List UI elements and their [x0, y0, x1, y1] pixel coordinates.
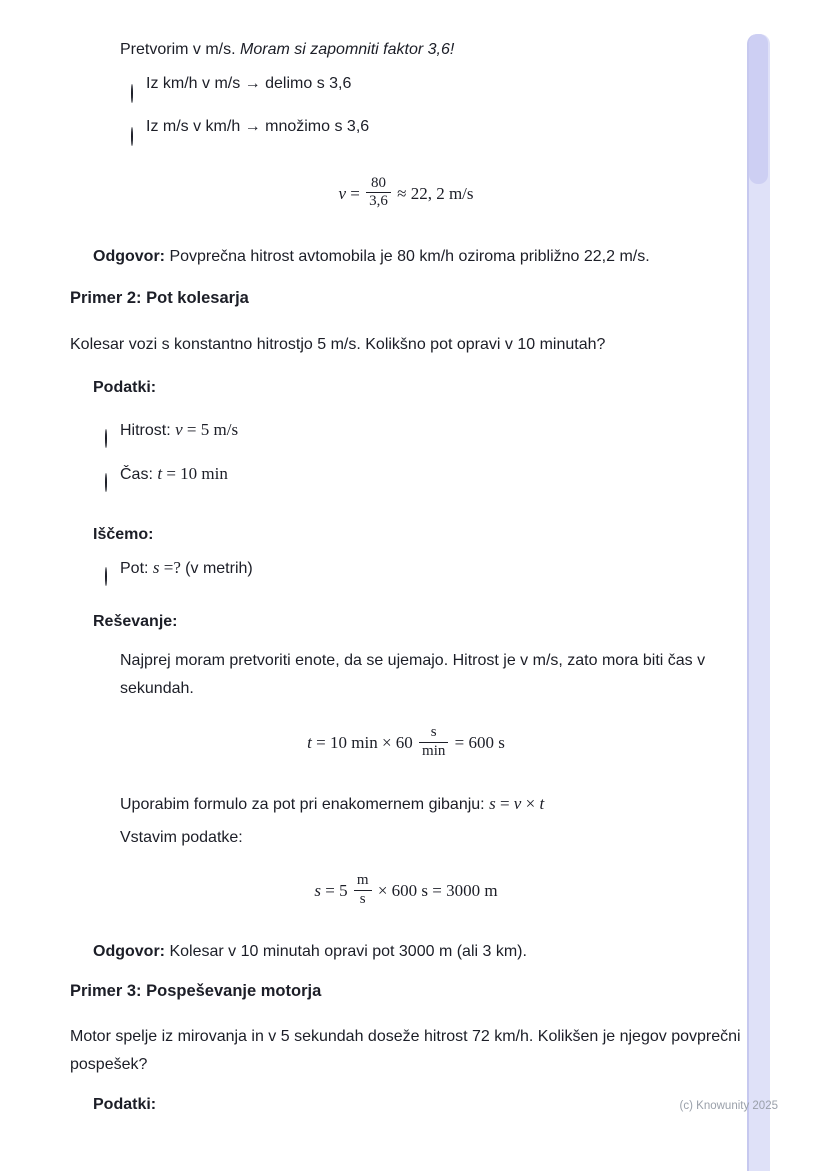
math-operator: ×: [521, 793, 540, 813]
bullet-marker: [78, 1091, 93, 1101]
list-item-pretvorim: [105, 36, 742, 64]
math-fraction: [366, 175, 391, 211]
bullet-marker: [105, 36, 120, 46]
list-item-podatki-3: [78, 1091, 742, 1119]
answer-text: Povprečna hitrost avtomobila je 80 km/h oziroma približno 22,2 m/s.: [165, 247, 650, 265]
math-text: = 5 m/s: [182, 419, 239, 439]
section-heading-primer-2: Primer 2: Pot kolesarja: [70, 289, 249, 308]
math-variable: t: [307, 733, 312, 753]
bullet-marker: [105, 553, 120, 591]
text-segment: Hitrost:: [120, 421, 176, 439]
fraction-denominator: s: [354, 890, 372, 909]
list-item-text: [93, 374, 742, 402]
paragraph-intro-3: Motor spelje iz mirovanja in v 5 sekundah doseže hitrost 72 km/h. Kolikšen je njegov povprečni pospešek?: [70, 1028, 741, 1073]
podatki-label: Podatki:: [93, 1096, 157, 1114]
list-item-text: Iz km/h v m/s → delimo s 3,6: [146, 74, 352, 92]
math-result: × 600 s = 3000 m: [373, 880, 498, 900]
scrollbar-thumb[interactable]: [749, 34, 768, 184]
list-item-step-3: [105, 824, 742, 852]
bullet-marker: [105, 415, 120, 453]
math-variable: v: [513, 793, 522, 813]
math-operator: = 5: [321, 880, 352, 900]
text-segment: Pretvorim v m/s.: [120, 41, 241, 58]
bullet-circle-icon: [105, 567, 107, 586]
bullet-marker: [131, 113, 146, 151]
list-item-step-2: [105, 789, 742, 819]
math-result: = 600 s: [450, 733, 505, 753]
list-item-text: Najprej moram pretvoriti enote, da se ujemajo. Hitrost je v m/s, zato mora biti čas v sekundah.: [120, 652, 706, 697]
resevanje-label: Reševanje:: [93, 612, 178, 630]
list-item-iscemo: [78, 521, 742, 549]
fraction-numerator: s: [430, 724, 437, 741]
bullet-marker: [131, 70, 146, 108]
math-result: ≈ 22, 2 m/s: [392, 183, 474, 203]
answer-label: Odgovor:: [93, 247, 165, 265]
list-item-pot: [105, 553, 742, 591]
watermark: (c) Knowunity 2025: [679, 1100, 778, 1112]
list-item-answer-2: [78, 938, 742, 966]
list-item-text: [93, 521, 742, 549]
math-operator: = 10 min × 60: [311, 733, 418, 753]
list-item-hitrost: [105, 415, 742, 453]
math-variable: s: [152, 558, 160, 578]
italic-note: Moram si zapomniti faktor 3,6!: [240, 41, 455, 58]
bullet-marker: [78, 243, 93, 253]
bullet-circle-icon: [105, 473, 107, 492]
math-variable: s: [489, 793, 496, 813]
list-item-text: [93, 608, 742, 636]
podatki-label: Podatki:: [93, 379, 157, 397]
bullet-marker: [78, 521, 93, 531]
list-item-text: [120, 36, 742, 64]
bullet-marker: [78, 938, 93, 948]
list-item-answer-1: [78, 243, 742, 271]
bullet-circle-icon: [105, 429, 107, 448]
math-variable: s: [314, 880, 322, 900]
list-item-text: Vstavim podatke:: [120, 829, 243, 847]
formula-time-conversion: [70, 726, 742, 762]
math-operator: =: [346, 183, 365, 203]
list-item-resevanje: [78, 608, 742, 636]
math-fraction: [419, 724, 448, 760]
fraction-denominator: 3,6: [366, 192, 391, 211]
list-item-text: [120, 553, 742, 583]
list-item-text: [93, 1091, 742, 1119]
bullet-marker: [105, 459, 120, 497]
answer-text: Kolesar v 10 minutah opravi pot 3000 m (ali 3 km).: [165, 943, 527, 961]
text-segment: (v metrih): [185, 560, 253, 578]
bullet-circle-icon: [131, 84, 133, 103]
list-item-text: [93, 243, 742, 271]
list-item-cas: [105, 459, 742, 497]
iscemo-label: Iščemo:: [93, 525, 154, 543]
math-variable: v: [338, 183, 347, 203]
text-segment: Čas:: [120, 466, 158, 484]
bullet-marker: [78, 608, 93, 618]
fraction-denominator: min: [419, 742, 448, 761]
bullet-circle-icon: [131, 127, 133, 146]
document-content: [70, 36, 742, 1119]
list-item-text: [120, 415, 742, 445]
list-item-text: [120, 459, 742, 489]
list-item-text: [93, 938, 742, 966]
answer-label: Odgovor:: [93, 943, 165, 961]
bullet-marker: [105, 824, 120, 834]
fraction-numerator: 80: [370, 174, 386, 191]
fraction-numerator: m: [356, 871, 369, 888]
section-heading-primer-3: Primer 3: Pospeševanje motorja: [70, 981, 322, 1000]
paragraph-intro-2: Kolesar vozi s konstantno hitrostjo 5 m/s. Kolikšno pot opravi v 10 minutah?: [70, 335, 606, 353]
math-variable: t: [539, 793, 545, 813]
formula-velocity: [70, 174, 742, 213]
math-fraction: [354, 872, 372, 908]
list-item-step-1: [105, 647, 742, 702]
math-operator: =: [495, 793, 514, 813]
bullet-marker: [78, 374, 93, 384]
bullet-marker: [105, 647, 120, 657]
math-text: =?: [159, 558, 186, 578]
list-item-text: Iz m/s v km/h → množimo s 3,6: [146, 118, 370, 136]
list-item-kmh-to-ms: [131, 70, 742, 108]
scrollbar-track[interactable]: [747, 34, 770, 1171]
formula-distance: [70, 871, 742, 910]
list-item-podatki: [78, 374, 742, 402]
math-variable: v: [175, 419, 183, 439]
math-variable: t: [157, 464, 163, 484]
text-segment: Pot:: [120, 560, 153, 578]
list-item-text: [120, 789, 742, 819]
bullet-marker: [105, 789, 120, 799]
list-item-ms-to-kmh: [131, 113, 742, 151]
text-segment: Uporabim formulo za pot pri enakomernem gibanju:: [120, 795, 490, 813]
math-text: = 10 min: [162, 464, 228, 484]
